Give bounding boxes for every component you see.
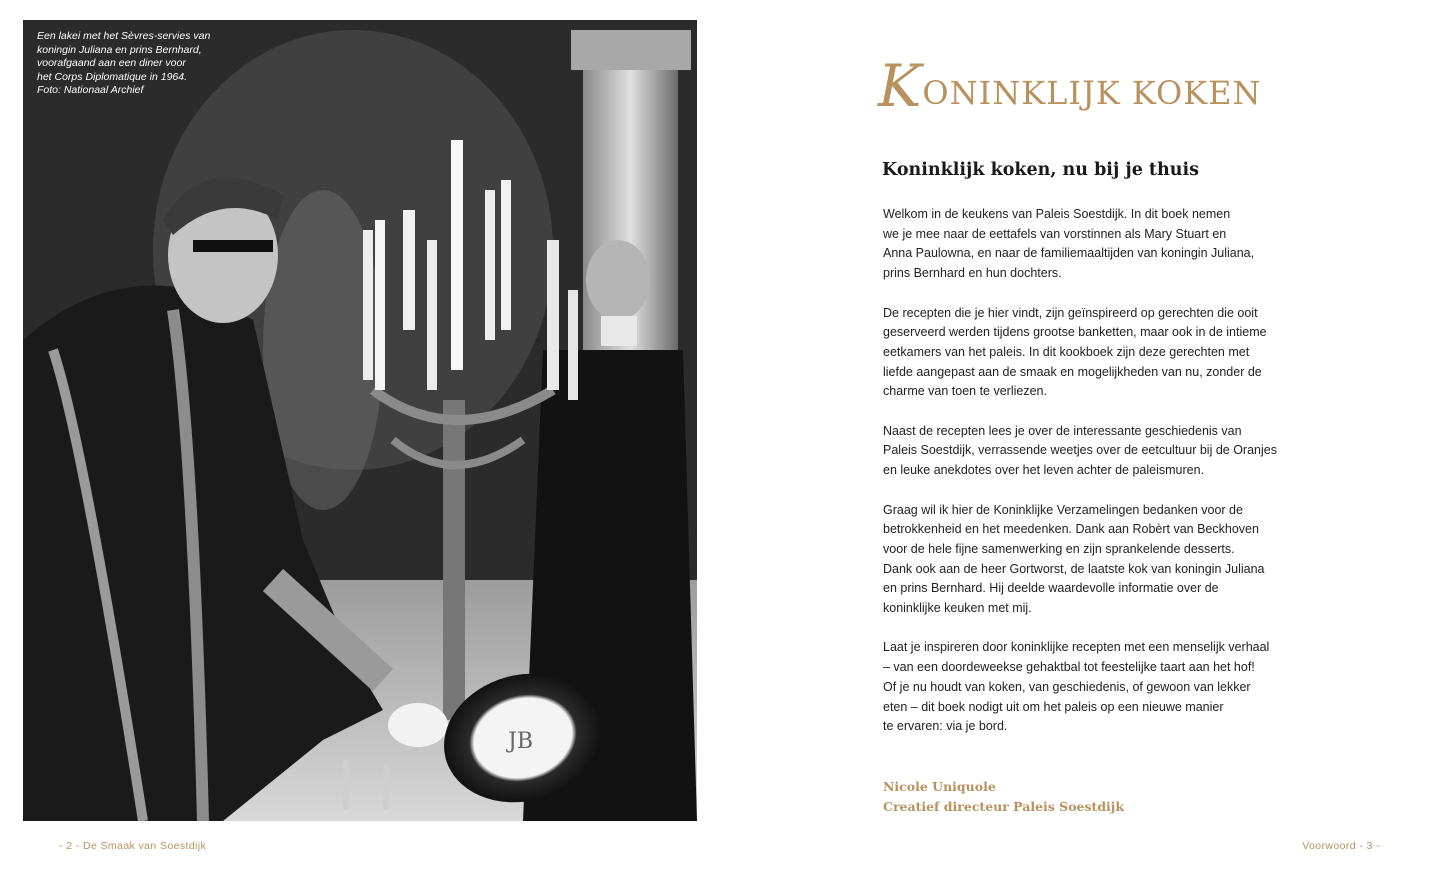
text-line: liefde aangepast aan de smaak en mogelijkheden van nu, zonder de (883, 364, 1262, 379)
text-line: Anna Paulowna, en naar de familiemaaltijden van koningin Juliana, (883, 246, 1255, 261)
paragraph (883, 501, 1303, 619)
text-line: – van een doordeweekse gehaktbal tot feestelijke taart aan het hof! (883, 660, 1255, 675)
paragraph (883, 638, 1303, 737)
text-line: we je mee naar de eettafels van vorstinnen als Mary Stuart en (883, 226, 1227, 241)
foreword-body (883, 205, 1303, 757)
caption-line: voorafgaand aan een diner voor (37, 57, 186, 69)
text-line: geserveerd werden tijdens grootse banketten, maar ook in de intieme (883, 325, 1267, 340)
caption-line: Een lakei met het Sèvres-servies van (37, 30, 211, 42)
paragraph (883, 205, 1303, 284)
text-line: Dank ook aan de heer Gortworst, de laatste kok van koningin Juliana (883, 561, 1265, 576)
photo-caption (37, 30, 247, 98)
text-line: De recepten die je hier vindt, zijn geïnspireerd op gerechten die ooit (883, 305, 1258, 320)
text-line: voor de hele fijne samenwerking en zijn sprankelende desserts. (883, 541, 1235, 556)
text-line: Naast de recepten lees je over de interessante geschiedenis van (883, 423, 1242, 438)
text-line: koninklijke keuken met mij. (883, 601, 1032, 616)
signature-role: Creatief directeur Paleis Soestdijk (883, 799, 1124, 814)
text-line: eetkamers van het paleis. In dit kookboek zijn deze gerechten met (883, 344, 1250, 359)
title-rest: ONINKLIJK KOKEN (922, 74, 1262, 112)
text-line: prins Bernhard en hun dochters. (883, 266, 1062, 281)
paragraph (883, 422, 1303, 481)
text-line: en prins Bernhard. Hij deelde waardevolle informatie over de (883, 581, 1219, 596)
page-footer-right: Voorwoord - 3 - (1302, 840, 1380, 852)
title-initial: K (878, 52, 923, 120)
page-subtitle: Koninklijk koken, nu bij je thuis (882, 160, 1199, 180)
text-line: betrokkenheid en het meedenken. Dank aan Robèrt van Beckhoven (883, 522, 1259, 537)
photo-footman-with-sevres-plate (23, 20, 697, 821)
photo-illustration (23, 20, 697, 821)
text-line: eten – dit boek nodigt uit om het paleis op een nieuwe manier (883, 699, 1224, 714)
caption-line: het Corps Diplomatique in 1964. (37, 70, 188, 83)
page-title (878, 52, 1318, 132)
text-line: te ervaren: via je bord. (883, 719, 1008, 734)
page-footer-left: - 2 - De Smaak van Soestdijk (59, 840, 207, 852)
signature (883, 777, 1124, 817)
text-line: Paleis Soestdijk, verrassende weetjes over de eetcultuur bij de Oranjes (883, 443, 1277, 458)
paragraph (883, 304, 1303, 403)
caption-line: koningin Juliana en prins Bernhard, (37, 43, 202, 56)
caption-line: Foto: Nationaal Archief (37, 84, 144, 96)
text-line: charme van toen te verliezen. (883, 384, 1047, 399)
signature-name: Nicole Uniquole (883, 779, 996, 794)
text-line: Graag wil ik hier de Koninklijke Verzamelingen bedanken voor de (883, 502, 1243, 517)
text-line: Welkom in de keukens van Paleis Soestdijk. In dit boek nemen (883, 207, 1231, 221)
text-line: en leuke anekdotes over het leven achter de paleismuren. (883, 463, 1205, 478)
svg-text:JB: JB (508, 729, 533, 754)
text-line: Laat je inspireren door koninklijke recepten met een menselijk verhaal (883, 640, 1270, 655)
text-line: Of je nu houdt van koken, van geschiedenis, of gewoon van lekker (883, 679, 1251, 694)
